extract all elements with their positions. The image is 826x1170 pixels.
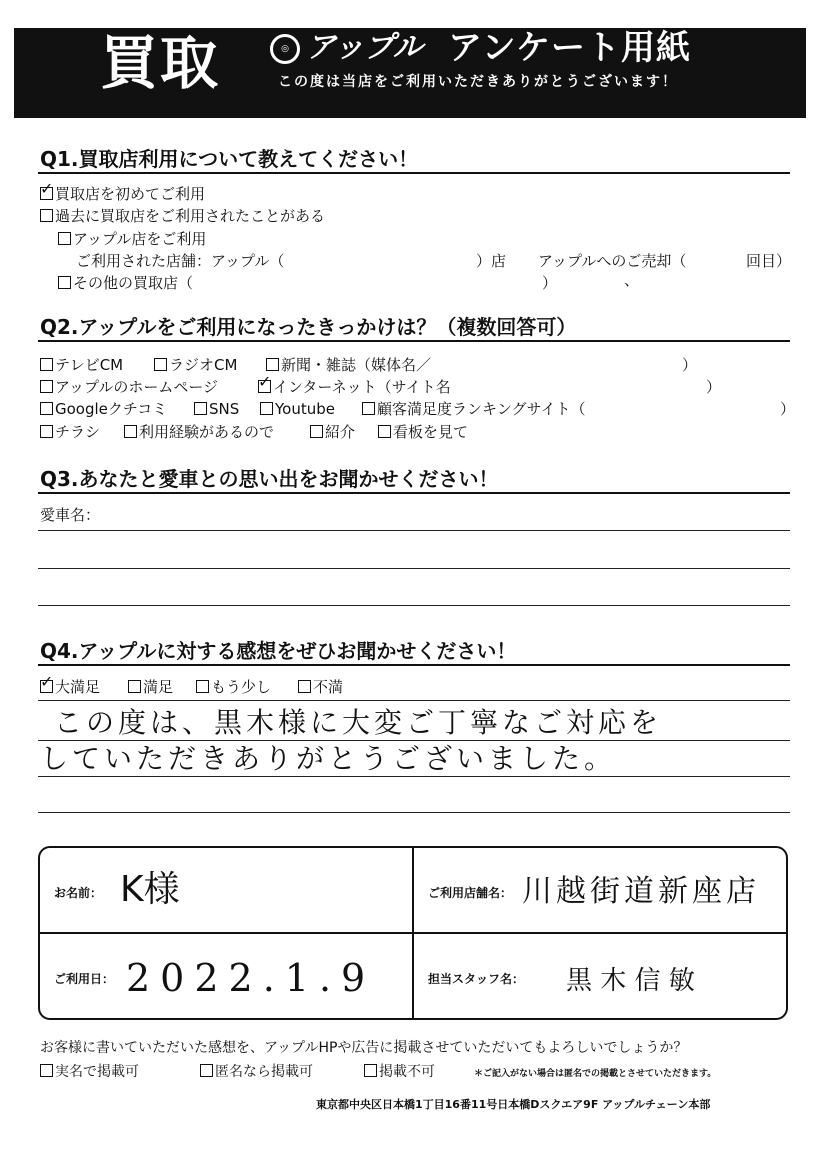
checkbox[interactable] — [194, 402, 207, 415]
store-used-label: ご利用された店舗：アップル（ — [76, 252, 285, 270]
option-label: 新聞・雑誌（媒体名／ — [281, 356, 432, 374]
brand-name: アップル — [306, 30, 423, 65]
checkbox[interactable] — [40, 1064, 53, 1077]
writing-line — [38, 776, 790, 777]
q4-option-so-so[interactable] — [196, 677, 271, 697]
checkbox[interactable] — [40, 380, 53, 393]
q1-option-apple-store[interactable] — [58, 229, 206, 249]
q4-title: Q4.アップルに対する感想をぜひお聞かせください！ — [40, 639, 517, 663]
checkbox[interactable] — [200, 1064, 213, 1077]
option-label: Googleクチコミ — [55, 400, 168, 418]
writing-line — [38, 605, 790, 606]
q4-option-unsatisfied[interactable] — [298, 677, 343, 697]
date-label: ご利用日： — [54, 972, 115, 986]
option-label: チラシ — [55, 423, 101, 441]
checkbox[interactable] — [364, 1064, 377, 1077]
q2-option-ranking[interactable] — [362, 399, 586, 419]
q3-title: Q3.あなたと愛車との思い出をお聞かせください！ — [40, 467, 499, 491]
option-label: 顧客満足度ランキングサイト（ — [377, 400, 586, 418]
checkbox[interactable] — [298, 680, 311, 693]
checkbox[interactable] — [378, 425, 391, 438]
checkbox[interactable] — [58, 276, 71, 289]
option-label: その他の買取店（ — [73, 274, 194, 292]
writing-line — [38, 812, 790, 813]
q2-option-youtube[interactable] — [260, 399, 335, 419]
q2-option-tv[interactable] — [40, 355, 123, 375]
store-value: 川越街道新座店 — [522, 874, 760, 909]
q4-option-very-satisfied[interactable] — [40, 677, 100, 697]
comment-line-1: この度は、黒木様に大変ご丁寧なご対応を — [54, 706, 663, 739]
option-label: アップル店をご利用 — [73, 230, 207, 248]
q2-option-newspaper[interactable] — [266, 355, 431, 375]
sale-count-suffix: 回目） — [746, 252, 792, 270]
checkbox[interactable] — [58, 232, 71, 245]
option-label: 紹介 — [325, 423, 356, 441]
staff-label: 担当スタッフ名： — [428, 972, 525, 986]
comment-line-2: していただきありがとうございました。 — [40, 742, 617, 775]
apple-logo-icon: ◎ — [270, 34, 300, 64]
checkbox[interactable] — [40, 209, 53, 222]
publish-question: お客様に書いていただいた感想を、アップルHPや広告に掲載させていただいてもよろしいでしょうか？ — [40, 1040, 688, 1056]
option-label: アップルのホームページ — [55, 378, 219, 396]
option-label: Youtube — [275, 400, 335, 418]
q1-option-other-store[interactable] — [58, 273, 193, 293]
checkbox[interactable] — [128, 680, 141, 693]
q4-option-satisfied[interactable] — [128, 677, 173, 697]
checkbox[interactable] — [154, 358, 167, 371]
q2-option-internet[interactable] — [258, 377, 451, 397]
q1-title: Q1.買取店利用について教えてください！ — [40, 147, 419, 171]
writing-line — [38, 700, 790, 701]
q1-divider — [38, 172, 790, 174]
checkbox[interactable] — [40, 425, 53, 438]
option-label: 看板を見て — [393, 423, 469, 441]
option-label: 過去に買取店をご利用されたことがある — [55, 207, 326, 225]
q2-option-flyer[interactable] — [40, 422, 100, 442]
checkbox-checked[interactable] — [40, 680, 53, 693]
publish-option-no[interactable] — [364, 1061, 435, 1081]
option-label: もう少し — [211, 678, 272, 696]
q2-option-sns[interactable] — [194, 399, 239, 419]
other-suffix: ） — [542, 274, 558, 292]
option-label: 満足 — [143, 678, 174, 696]
option-label: 買取店を初めてご利用 — [55, 185, 206, 203]
option-label: テレビCM — [55, 356, 124, 374]
option-label: 利用経験があるので — [139, 423, 275, 441]
checkbox-checked[interactable] — [258, 380, 271, 393]
checkbox[interactable] — [266, 358, 279, 371]
writing-line — [38, 530, 790, 531]
checkbox[interactable] — [196, 680, 209, 693]
checkbox-checked[interactable] — [40, 187, 53, 200]
staff-value: 黒 木 信 敏 — [566, 966, 695, 996]
option-label: 大満足 — [55, 678, 101, 696]
publish-note: ＊ご記入がない場合は匿名での掲載とさせていただきます。 — [474, 1069, 717, 1079]
thanks-message: この度は当店をご利用いただきありがとうございます！ — [278, 74, 678, 90]
checkbox[interactable] — [40, 402, 53, 415]
option-label: 掲載不可 — [379, 1064, 435, 1080]
writing-line — [38, 740, 790, 741]
store-label: ご利用店舗名： — [428, 886, 513, 900]
option-label: 不満 — [313, 678, 344, 696]
q1-option-past-use[interactable] — [40, 206, 325, 226]
q4-divider — [38, 664, 790, 666]
q1-option-first-time[interactable] — [40, 184, 205, 204]
publish-option-anonymous[interactable] — [200, 1061, 313, 1081]
name-value: K様 — [120, 869, 180, 910]
close-paren: ） — [706, 378, 722, 396]
option-label: 匿名なら掲載可 — [215, 1064, 313, 1080]
checkbox[interactable] — [260, 402, 273, 415]
close-paren: ） — [682, 356, 698, 374]
checkbox[interactable] — [362, 402, 375, 415]
store-suffix: ）店 — [476, 252, 507, 270]
q2-option-signboard[interactable] — [378, 422, 468, 442]
name-label: お名前： — [54, 886, 103, 900]
checkbox[interactable] — [310, 425, 323, 438]
q3-divider — [38, 492, 790, 494]
q2-divider — [38, 340, 790, 342]
q2-option-experience[interactable] — [124, 422, 274, 442]
kaitori-heading: 買取 — [100, 29, 221, 97]
q2-option-google[interactable] — [40, 399, 167, 419]
checkbox[interactable] — [40, 358, 53, 371]
date-value: 2022.1.9 — [126, 956, 376, 1000]
form-title: アンケート用紙 — [448, 28, 691, 68]
q2-option-homepage[interactable] — [40, 377, 218, 397]
publish-option-real-name[interactable] — [40, 1061, 139, 1081]
close-paren: ） — [780, 400, 796, 418]
option-label: 実名で掲載可 — [55, 1064, 139, 1080]
q2-option-referral[interactable] — [310, 422, 355, 442]
car-name-label: 愛車名： — [40, 506, 101, 524]
info-divider-horizontal — [38, 932, 788, 934]
hq-address: 東京都中央区日本橋1丁目16番11号日本橋Dスクエア9F アップルチェーン本部 — [316, 1098, 711, 1111]
option-label: インターネット（サイト名 — [273, 378, 451, 396]
q2-title: Q2.アップルをご利用になったきっかけは？（複数回答可） — [40, 315, 577, 339]
sale-count-label: アップルへのご売却（ — [538, 252, 687, 270]
option-label: SNS — [209, 400, 240, 418]
writing-line — [38, 568, 790, 569]
option-label: ラジオCM — [169, 356, 238, 374]
q2-option-radio[interactable] — [154, 355, 237, 375]
checkbox[interactable] — [124, 425, 137, 438]
stray-mark: 、 — [624, 271, 640, 289]
